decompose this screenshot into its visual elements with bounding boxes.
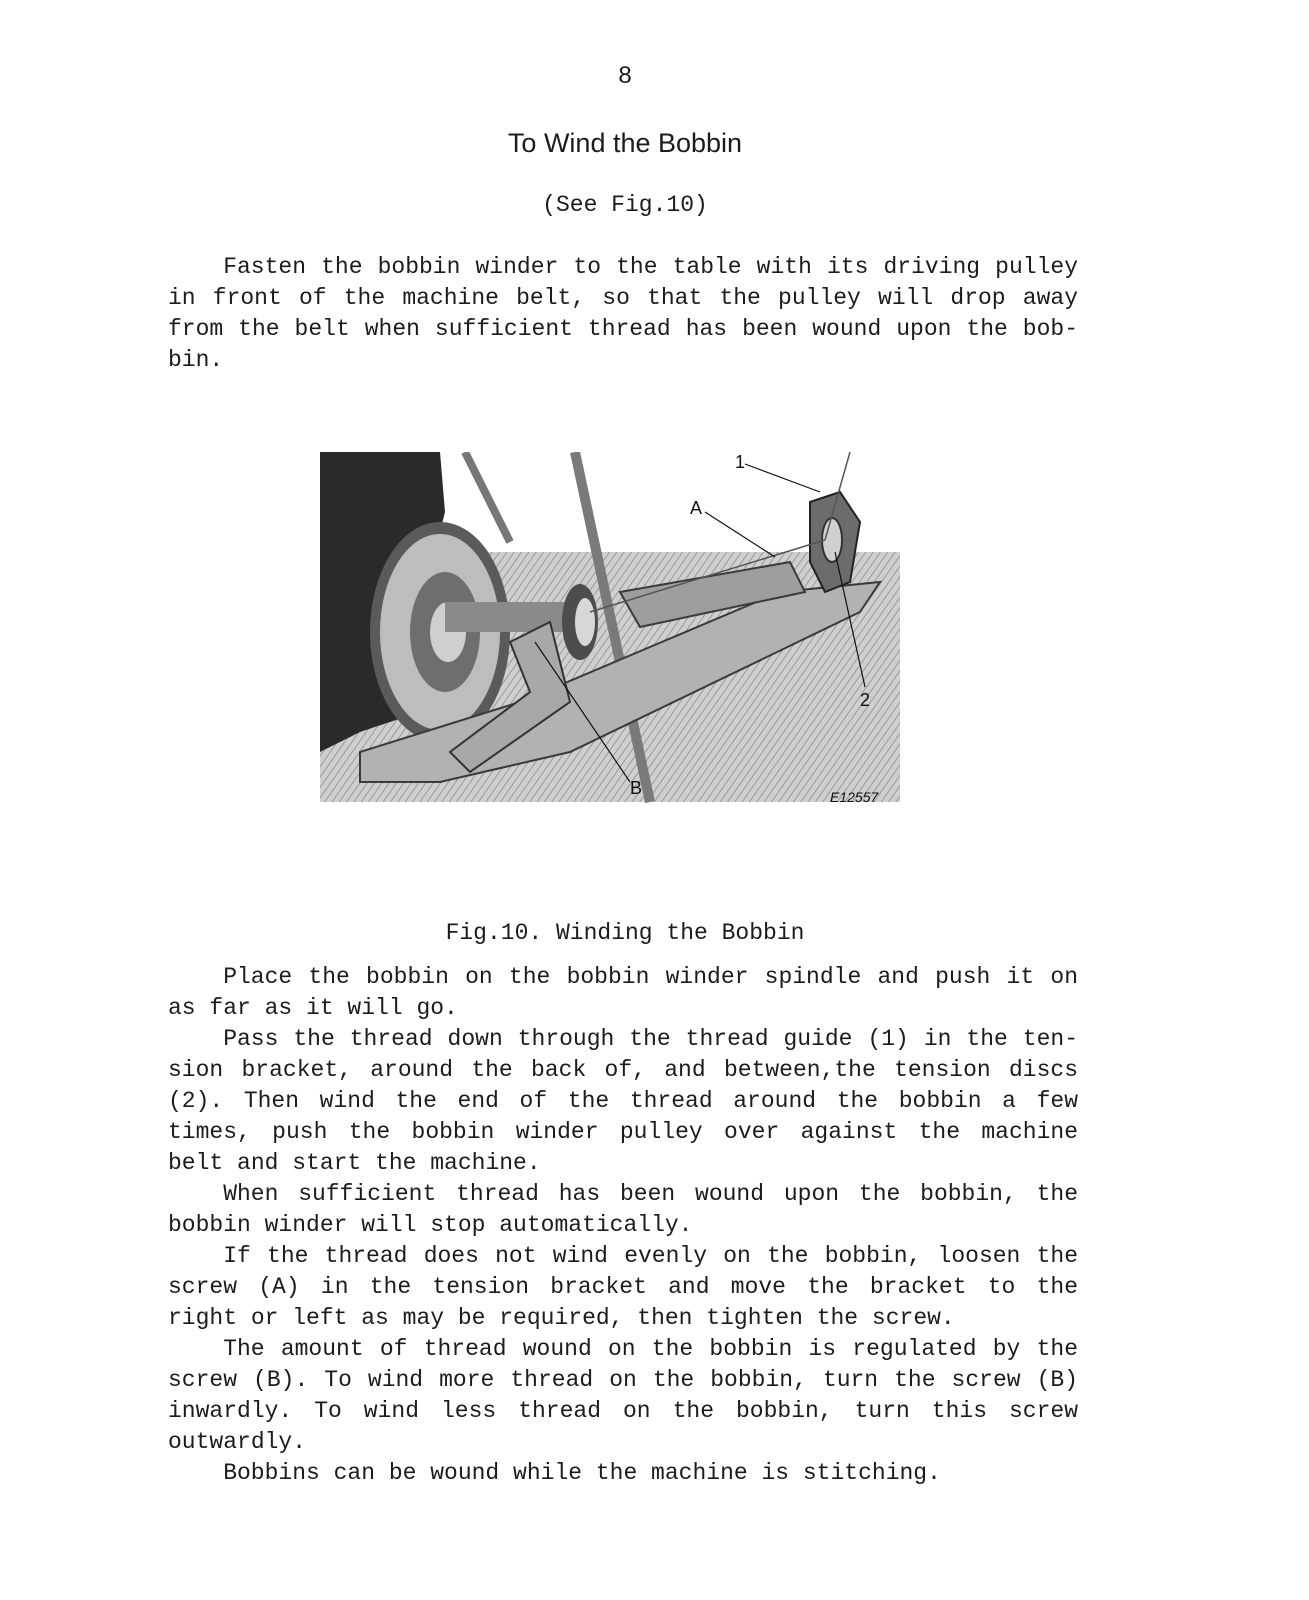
text-line: bin.: [168, 347, 224, 373]
label-one: 1: [735, 452, 746, 472]
text-line: screw (A) in the tension bracket and move the bracket to the: [168, 1274, 1078, 1300]
text-line: times, push the bobbin winder pulley over against the machine: [168, 1119, 1078, 1145]
bobbin-winder-figure: [320, 452, 920, 822]
text-line: Pass the thread down through the thread guide (1) in the ten-: [223, 1026, 1078, 1052]
figure-code: E12557: [830, 789, 879, 805]
page-number: 8: [618, 62, 632, 89]
text-line: as far as it will go.: [168, 995, 458, 1021]
figure-reference: (See Fig.10): [542, 192, 708, 218]
text-line: sion bracket, around the back of, and between,the tension discs: [168, 1057, 1078, 1083]
text-line: Bobbins can be wound while the machine is stitching.: [223, 1460, 941, 1486]
text-line: in front of the machine belt, so that the pulley will drop away: [168, 285, 1078, 311]
label-a: A: [690, 498, 703, 518]
text-line: from the belt when sufficient thread has been wound upon the bob-: [168, 316, 1078, 342]
intro-paragraph: [168, 252, 1078, 376]
text-line: screw (B). To wind more thread on the bobbin, turn the screw (B): [168, 1367, 1078, 1393]
bobbin-winder-illustration: [320, 452, 920, 822]
text-line: If the thread does not wind evenly on the bobbin, loosen the: [223, 1243, 1078, 1269]
text-line: Fasten the bobbin winder to the table with its driving pulley: [223, 254, 1078, 280]
text-line: (2). Then wind the end of the thread around the bobbin a few: [168, 1088, 1078, 1114]
text-line: When sufficient thread has been wound upon the bobbin, the: [223, 1181, 1078, 1207]
text-line: bobbin winder will stop automatically.: [168, 1212, 693, 1238]
page-title: To Wind the Bobbin: [507, 128, 743, 158]
instructions-paragraphs: [168, 962, 1078, 1489]
figure-caption: Fig.10. Winding the Bobbin: [445, 920, 805, 946]
text-line: The amount of thread wound on the bobbin is regulated by the: [223, 1336, 1078, 1362]
text-line: belt and start the machine.: [168, 1150, 541, 1176]
text-line: outwardly.: [168, 1429, 307, 1455]
label-two: 2: [860, 690, 871, 710]
text-line: Place the bobbin on the bobbin winder spindle and push it on: [223, 964, 1078, 990]
label-b: B: [630, 778, 643, 798]
text-line: inwardly. To wind less thread on the bobbin, turn this screw: [168, 1398, 1078, 1424]
text-line: right or left as may be required, then tighten the screw.: [168, 1305, 955, 1331]
